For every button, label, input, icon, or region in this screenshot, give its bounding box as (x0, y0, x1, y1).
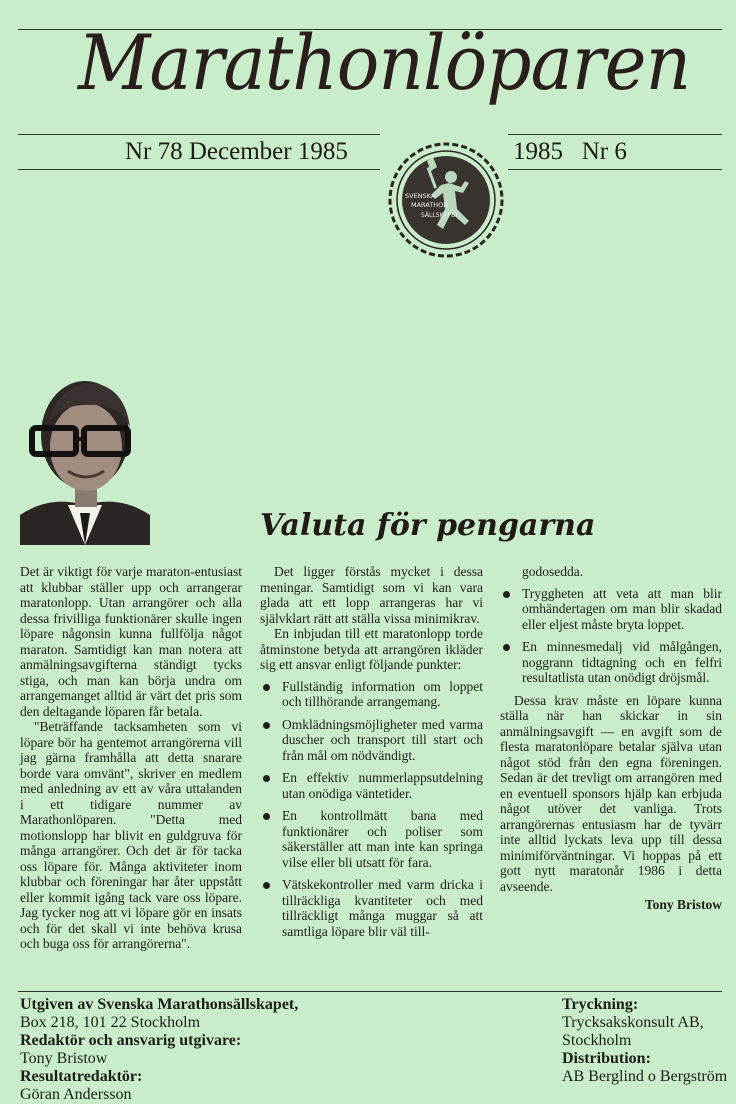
print-label: Tryckning: (562, 996, 639, 1013)
list-item: Omklädningsmöjligheter med varma duscher och transport till start och från mål om nödvändigt. (260, 717, 483, 764)
article-column-1 (20, 564, 242, 952)
article-column-2 (260, 564, 483, 946)
issue-number-left: Nr 78 December 1985 (125, 138, 348, 165)
logo-text-line-3: SÄLLSKAPET (421, 212, 459, 219)
portrait-photo (20, 355, 150, 545)
masthead-title: Marathonlöparen (78, 18, 691, 107)
list-item: En effektiv nummerlappsutdelning utan onödiga väntetider. (260, 770, 483, 801)
article-paragraph: "Beträffande tacksamheten som vi löpare bör ha gentemot arrangörerna vill jag gärna framhålla att detta snarare borde vara omvänt", skriver en medlem med anledning av ett av våra uttalanden i ett tidigare nummer av Marathonlöparen. "Detta med motionslopp har blivit en guldgruva för många arrangörer. Och det är för tacka oss löpare för. Många aktiviteter inom klubbar och föreningar har åter uppstått eller kommit igång tack vare oss löpare. Jag tycker nog att vi löpare gör en insats och för det skall vi inte behöva krusa och buga oss för arrangörerna". (20, 719, 242, 951)
list-item: Vätskekontroller med varm dricka i tillräckliga kvantiteter och med tillräckligt många muggar så att samtliga löpare blir väl till- (260, 877, 483, 939)
list-item: En kontrollmätt bana med funktionärer och poliser som säkerställer att man inte kan springa vilse eller bli utsatt för fara. (260, 808, 483, 870)
issue-rule-left (18, 169, 380, 170)
editor-name: Tony Bristow (20, 1050, 108, 1067)
article-paragraph: Det ligger förstås mycket i dessa meningar. Samtidigt som vi kan vara glada att ett lopp arrangeras har vi självklart rätt att ställa vissa minimikrav. (260, 564, 483, 626)
logo-text-line-2: MARATHON (411, 201, 449, 209)
article-column-3 (500, 564, 722, 913)
publisher-label: Utgiven av Svenska Marathonsällskapet, (20, 996, 299, 1013)
requirements-list-continued (500, 586, 722, 686)
editor-label: Redaktör och ansvarig utgivare: (20, 1032, 242, 1049)
results-editor-label: Resultatredaktör: (20, 1068, 143, 1085)
publisher-address: Box 218, 101 22 Stockholm (20, 1014, 201, 1031)
article-paragraph: En inbjudan till ett maratonlopp torde åtminstone betyda att arrangören ikläder sig ett ansvar enligt följande punkter: (260, 626, 483, 672)
issue-rule-right (508, 169, 722, 170)
masthead-underline-left (18, 134, 380, 135)
issue-number-right: 1985 Nr 6 (513, 138, 627, 165)
imprint-right (562, 996, 732, 1086)
list-item: Fullständig information om loppet och tillhörande arrangemang. (260, 679, 483, 710)
runner-laurel-emblem-icon (383, 137, 509, 263)
article-paragraph: Dessa krav måste en löpare kunna ställa när han skickar in sin anmälningsavgift — en avgift som de flesta maratonlöpare betalar själva utan något stöd från den egna föreningen. Sedan är det trevligt om arrangören med en eventuell sponsors hjälp kan erbjuda något utöver det vanliga. Trots arrangörernas entusiasm har de tyvärr inte alltid lyckats leva upp till dessa minimiförväntningar. Vi hoppas på ett gott nytt maratonår 1986 i detta avseende. (500, 692, 722, 894)
logo-text-line-1: SVENSKA (405, 192, 436, 200)
list-item: En minnesmedalj vid målgången, noggrann tidtagning och en felfri resultatlista utan onödigt dröjsmål. (500, 639, 722, 686)
author-signature: Tony Bristow (644, 897, 722, 912)
list-item: Tryggheten att veta att man blir omhändertagen om man blir skadad eller eljest måste bryta loppet. (500, 586, 722, 633)
article-paragraph: Det är viktigt för varje maraton-entusiast att klubbar ställer upp och arrangerar maratonlopp. Utan arrangörer och alla dessa frivilliga funktionärer skulle ingen löpare någonsin kunna fullfölja något maraton. Samtidigt kan man notera att anmälningsavgifterna ständigt tycks stiga, och man kan börja undra om arrangemanget alltid är värt det pris som den deltagande löparen får betala. (20, 564, 242, 719)
article-headline: Valuta för pengarna (260, 508, 596, 543)
results-editor-name: Göran Andersson (20, 1086, 132, 1103)
list-continuation: godosedda. (522, 564, 584, 579)
footer-rule (18, 991, 722, 992)
distributor-name: AB Berglind o Bergström (562, 1068, 728, 1085)
requirements-list (260, 679, 483, 940)
masthead-underline-right (508, 134, 722, 135)
imprint-left (20, 996, 520, 1104)
printer-name: Trycksakskonsult AB, Stockholm (562, 1014, 704, 1049)
distribution-label: Distribution: (562, 1050, 651, 1067)
